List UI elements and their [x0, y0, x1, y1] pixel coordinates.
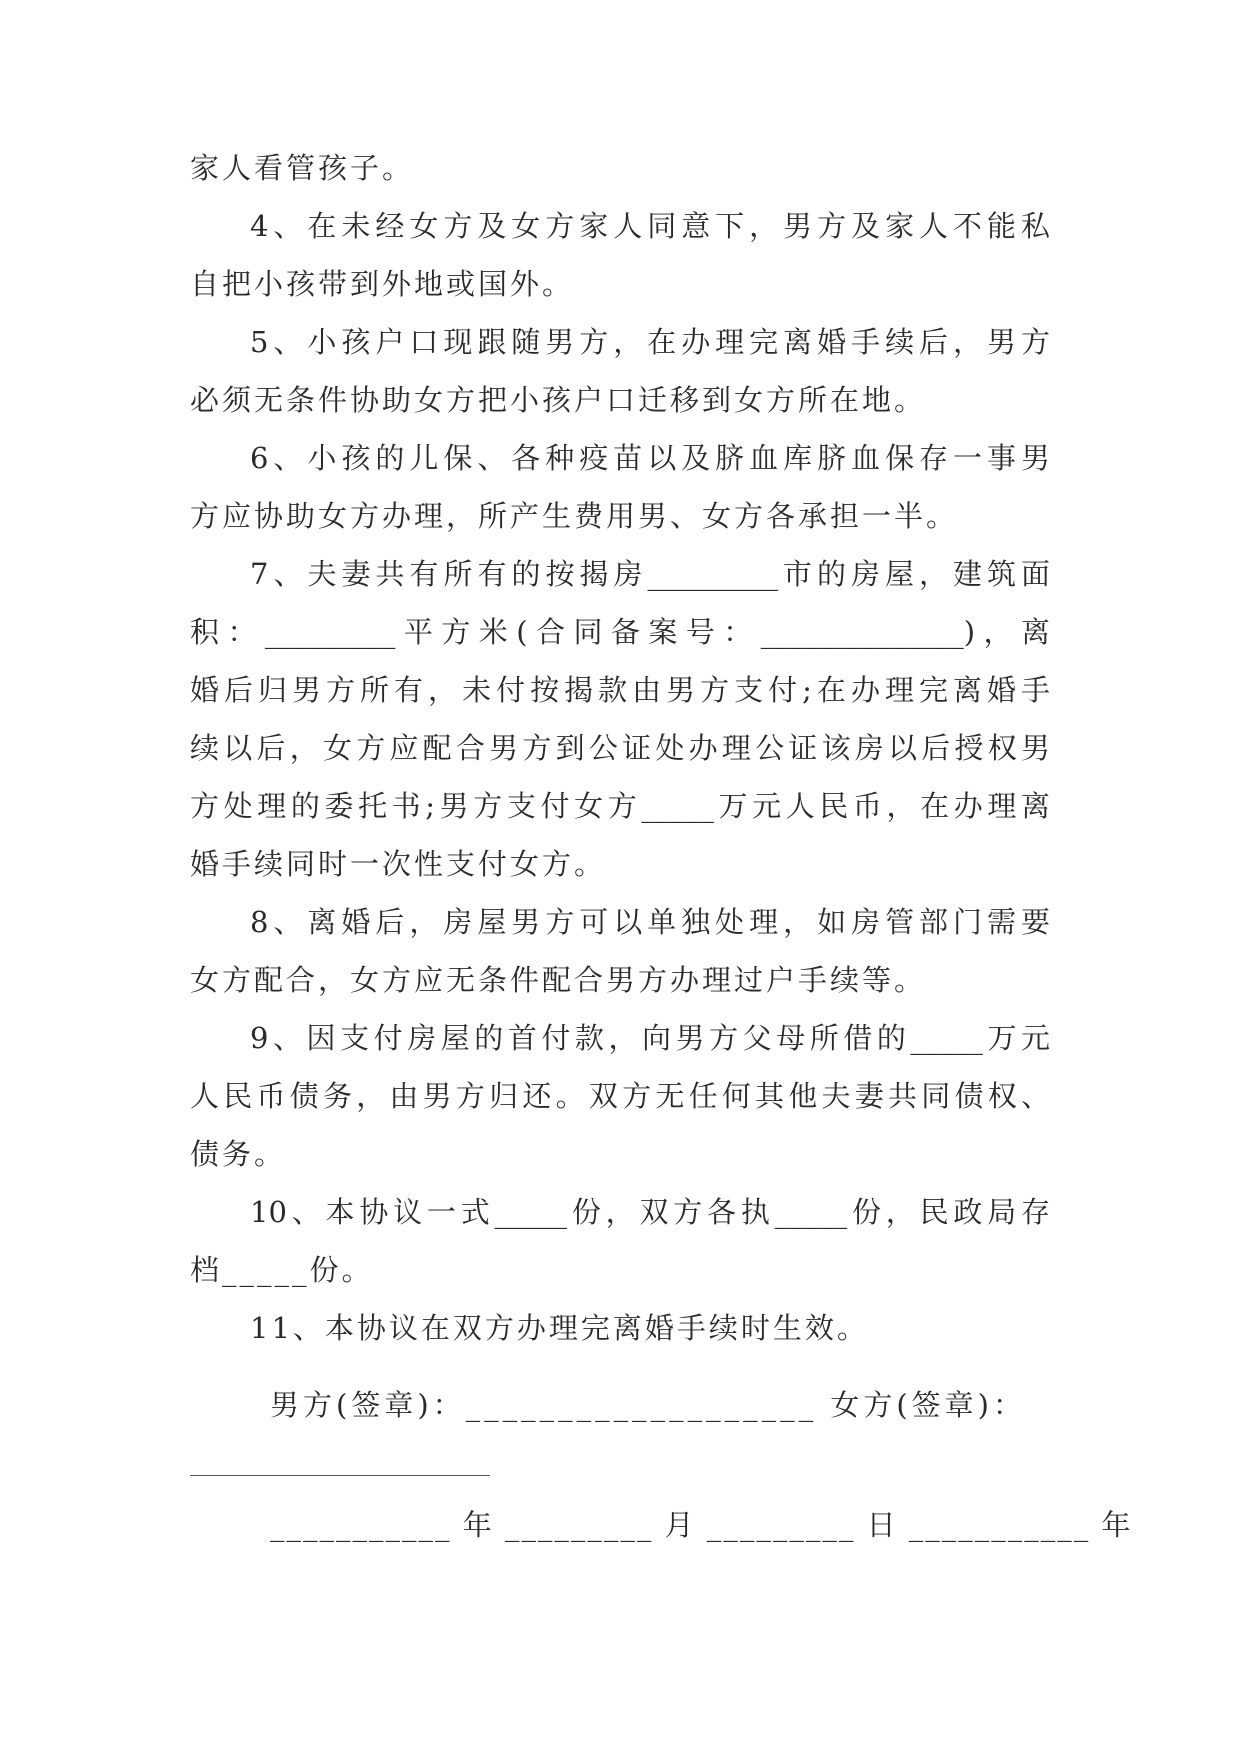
- signature-line: 男方(签章)：___________________ 女方(签章)：: [270, 1388, 1026, 1422]
- text-line: 10、本协议一式_____份，双方各执_____份，民政局存: [250, 1195, 1050, 1229]
- text-line: 5、小孩户口现跟随男方，在办理完离婚手续后，男方: [250, 325, 1050, 359]
- text-line: 家人看管孩子。: [190, 151, 415, 185]
- text-line: 必须无条件协助女方把小孩户口迁移到女方所在地。: [190, 383, 927, 417]
- text-line: 方处理的委托书;男方支付女方_____万元人民币，在办理离: [190, 789, 1050, 823]
- text-line: 债务。: [190, 1137, 287, 1171]
- text-line: 自把小孩带到外地或国外。: [190, 267, 575, 301]
- text-line: 婚手续同时一次性支付女方。: [190, 847, 607, 881]
- text-line: 6、小孩的儿保、各种疫苗以及脐血库脐血保存一事男: [250, 441, 1050, 475]
- text-line: 人民币债务，由男方归还。双方无任何其他夫妻共同债权、: [190, 1079, 1050, 1113]
- text-line: 4、在未经女方及女方家人同意下，男方及家人不能私: [250, 209, 1050, 243]
- text-line: 婚后归男方所有，未付按揭款由男方支付;在办理完离婚手: [190, 673, 1050, 707]
- text-line: 续以后，女方应配合男方到公证处办理公证该房以后授权男: [190, 731, 1050, 765]
- text-line: 7、夫妻共有所有的按揭房_________市的房屋，建筑面: [250, 557, 1050, 591]
- text-line: 9、因支付房屋的首付款，向男方父母所借的_____万元: [250, 1021, 1050, 1055]
- text-line: 11、本协议在双方办理完离婚手续时生效。: [250, 1311, 869, 1345]
- date-line: ___________ 年 _________ 月 _________ 日 ___________ 年: [270, 1508, 1133, 1542]
- text-line: 女方配合，女方应无条件配合男方办理过户手续等。: [190, 963, 927, 997]
- text-line: 方应协助女方办理，所产生费用男、女方各承担一半。: [190, 499, 959, 533]
- text-line: 积：_________平方米(合同备案号：______________)，离: [190, 615, 1050, 649]
- text-line: 8、离婚后，房屋男方可以单独处理，如房管部门需要: [250, 905, 1050, 939]
- text-line: 档_____份。: [190, 1253, 374, 1287]
- signature-blank-line: [190, 1475, 490, 1476]
